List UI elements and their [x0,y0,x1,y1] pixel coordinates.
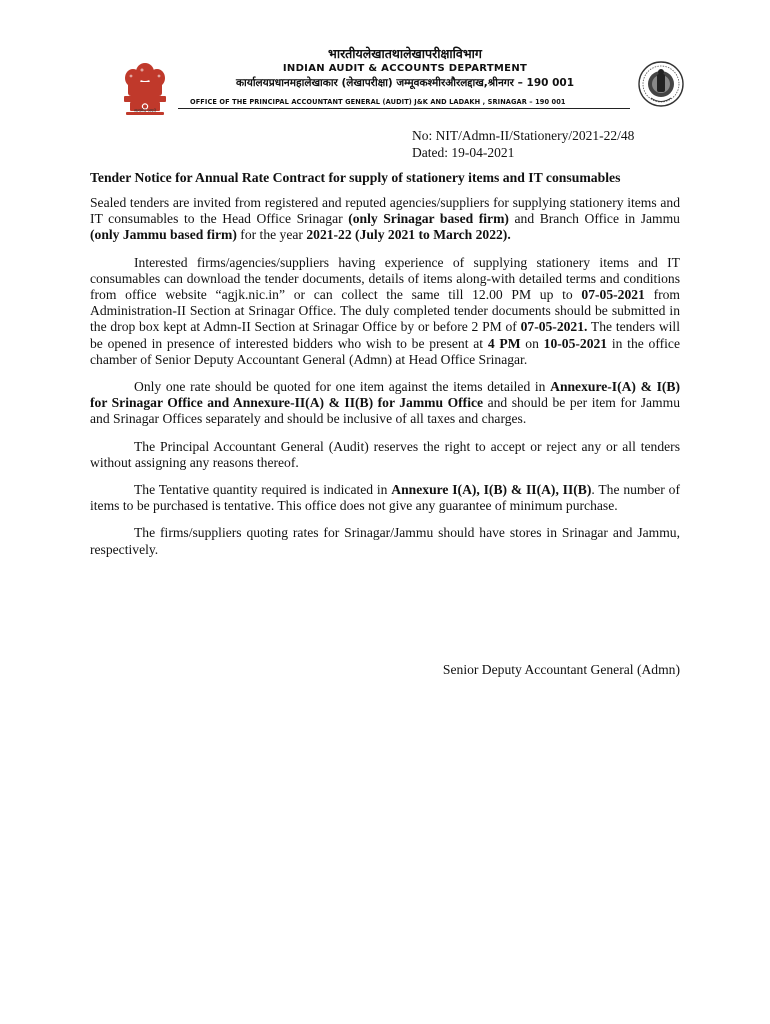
hindi-department-title: भारतीयलेखातथालेखापरीक्षाविभाग [328,46,482,61]
paragraph-6 [90,525,680,557]
text-run: The Principal Accountant General (Audit) reserves the right to accept or reject any or all tenders without assigning any reasons thereof. [90,438,680,470]
paragraph-2 [90,255,680,368]
reference-date: Dated: 19-04-2021 [412,145,515,160]
text-run: on [520,335,544,351]
letterhead-divider [178,108,630,109]
text-run: for the year [236,227,307,243]
subject-heading: Tender Notice for Annual Rate Contract for supply of stationery items and IT consumables [90,170,621,185]
bold-run: 07-05-2021 [581,287,645,303]
text-run: from Administration-II Section at Srinagar Office. The duly completed tender documents should be submitted in the drop box kept at Admn-II Section at Srinagar Office by or before 2 PM of [90,287,681,335]
text-run: Sealed tenders are invited from registered and reputed agencies/suppliers for supplying stationery items and IT consumables to the Head Office Srinagar [90,195,680,227]
bold-run: (only Jammu based firm) [90,227,237,243]
emblem-caption: सत्यमेव जयते [133,109,157,114]
text-run: Interested firms/agencies/suppliers having experience of supplying stationery items and IT consumables can download the tender documents, details of items along-with detailed terms and conditions from office website “agjk.nic.in” or can collect the same till 12.00 PM up to [90,254,680,303]
letterhead [180,46,630,90]
reference-block [412,127,634,161]
reference-number: No: NIT/Admn-II/Stationery/2021-22/48 [412,128,635,143]
text-run: and should be per item for Jammu and Srinagar Offices separately and should be inclusive of all taxes and charges. [90,395,681,427]
bold-run: (only Srinagar based firm) [348,211,509,227]
text-run: . The number of items to be purchased is tentative. This office does not give any guarantee of minimum purchase. [90,482,680,514]
text-run: The firms/suppliers quoting rates for Srinagar/Jammu should have stores in Srinagar and Jammu, respectively. [90,525,680,557]
bold-run: 07-05-2021. [520,319,588,335]
signature-designation: Senior Deputy Accountant General (Admn) [442,662,680,677]
text-run: The tenders will be opened in presence of interested bidders who wish to be present at [90,319,680,351]
hindi-office-name: कार्यालयप्रधानमहालेखाकार (लेखापरीक्षा) जम्मूवकश्मीरऔरलद्दाख,श्रीनगर – 190 001 [235,77,575,89]
cag-seal-icon [637,58,685,110]
paragraph-4 [90,439,680,471]
english-office-name: OFFICE OF THE PRINCIPAL ACCOUNTANT GENERAL (AUDIT) J&K AND LADAKH , SRINAGAR – 190 001 [190,98,566,106]
bold-run: Annexure I(A), I(B) & II(A), II(B) [391,482,592,498]
paragraph-1 [90,195,680,244]
paragraph-5 [90,482,680,514]
bold-run: 10-05-2021 [543,335,608,351]
bold-run: Annexure-I(A) & I(B) for Srinagar Office and Annexure-II(A) & II(B) for Jammu Office [90,379,680,411]
text-run: Only one rate should be quoted for one item against the items detailed in [134,379,551,395]
bold-run: 2021-22 (July 2021 to March 2022). [306,227,511,243]
bold-run: 4 PM [487,335,521,351]
notice-body [90,195,680,569]
text-run: in the office chamber of Senior Deputy Accountant General (Admn) at Head Office Srinagar. [90,335,681,367]
text-run: The Tentative quantity required is indicated in [134,482,392,498]
text-run: and Branch Office in Jammu [508,211,680,227]
paragraph-3 [90,379,680,428]
english-department-title: INDIAN AUDIT & ACCOUNTS DEPARTMENT [282,63,528,74]
